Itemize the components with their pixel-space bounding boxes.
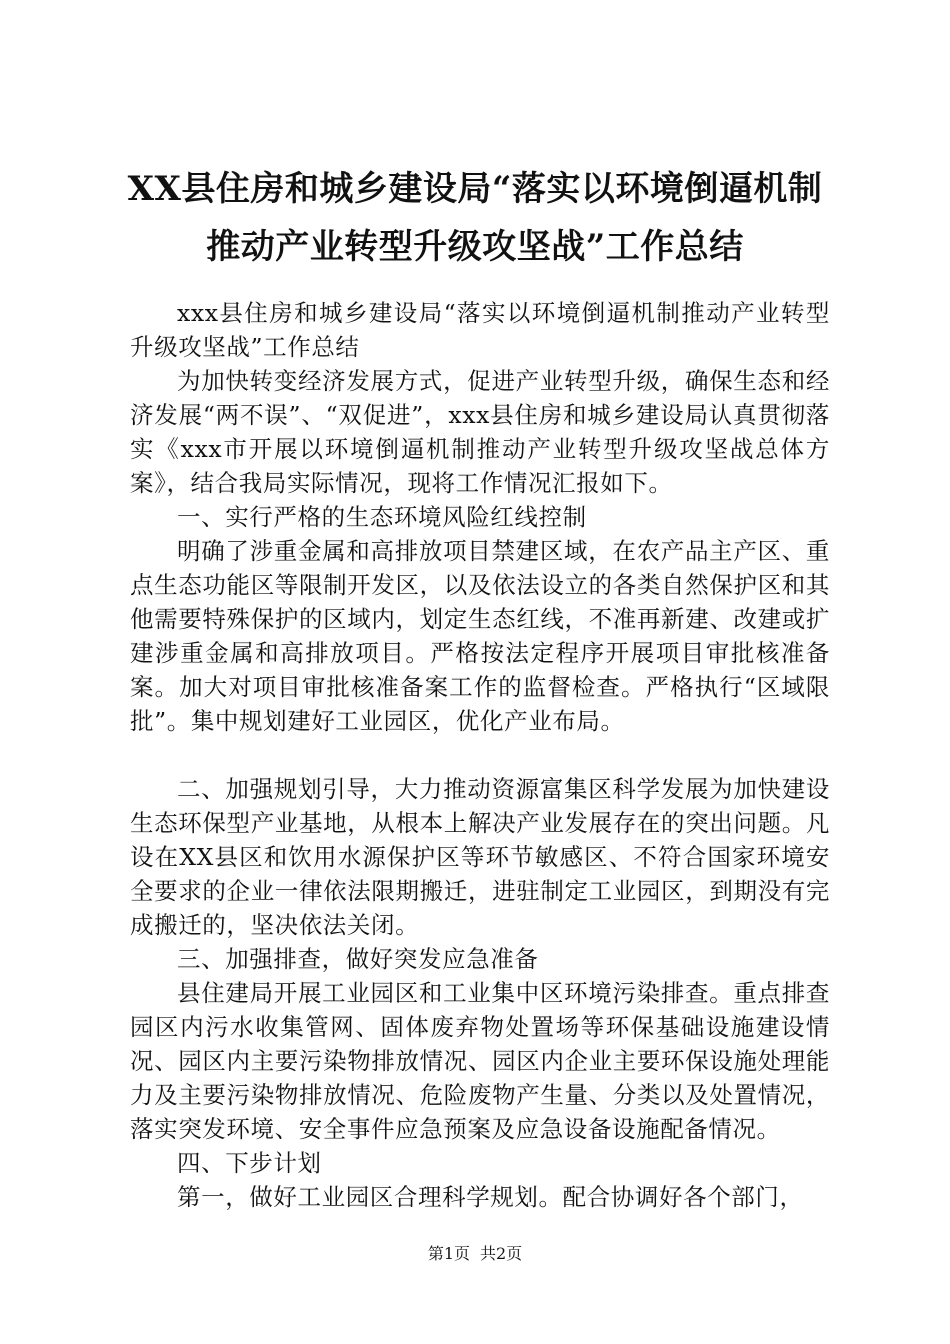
paragraph-section-4: 第一，做好工业园区合理科学规划。配合协调好各个部门， <box>177 1183 804 1211</box>
paragraph-section-3: 县住建局开展工业园区和工业集中区环境污染排查。重点排查园区内污水收集管网、固体废弃物处置场等环保基础设施建设情况、园区内主要污染物排放情况、园区内企业主要环保设施处理能力及主要污染物排放情况、危险废物产生量、分类以及处置情况，落实突发环境、安全事件应急预案及应急设备设施配备情况。 <box>130 979 830 1143</box>
paragraph-section-2: 二、加强规划引导，大力推动资源富集区科学发展为加快建设生态环保型产业基地，从根本上解决产业发展存在的突出问题。凡设在XX县区和饮用水源保护区等环节敏感区、不符合国家环境安全要求的企业一律依法限期搬迁，进驻制定工业园区，到期没有完成搬迁的，坚决依法关闭。 <box>130 775 830 939</box>
section-heading-3: 三、加强排查，做好突发应急准备 <box>177 945 539 973</box>
page-footer <box>0 1243 950 1265</box>
page-number-total: 共2页 <box>480 1244 523 1263</box>
section-heading-1: 一、实行严格的生态环境风险红线控制 <box>177 503 587 531</box>
paragraph-intro: 为加快转变经济发展方式，促进产业转型升级，确保生态和经济发展“两不误”、“双促进”，xxx县住房和城乡建设局认真贯彻落实《xxx市开展以环境倒逼机制推动产业转型升级攻坚战总体方案》，结合我局实际情况，现将工作情况汇报如下。 <box>130 367 830 497</box>
paragraph-section-1: 明确了涉重金属和高排放项目禁建区域，在农产品主产区、重点生态功能区等限制开发区，以及依法设立的各类自然保护区和其他需要特殊保护的区域内，划定生态红线，不准再新建、改建或扩建涉重金属和高排放项目。严格按法定程序开展项目审批核准备案。加大对项目审批核准备案工作的监督检查。严格执行“区域限批”。集中规划建好工业园区，优化产业布局。 <box>130 537 830 735</box>
paragraph-subtitle: xxx县住房和城乡建设局“落实以环境倒逼机制推动产业转型升级攻坚战”工作总结 <box>130 299 830 361</box>
document-title: XX县住房和城乡建设局“落实以环境倒逼机制推动产业转型升级攻坚战”工作总结 <box>127 169 823 267</box>
page-number-current: 第1页 <box>427 1244 470 1263</box>
document-body <box>130 296 830 1214</box>
section-heading-4: 四、下步计划 <box>177 1149 322 1177</box>
